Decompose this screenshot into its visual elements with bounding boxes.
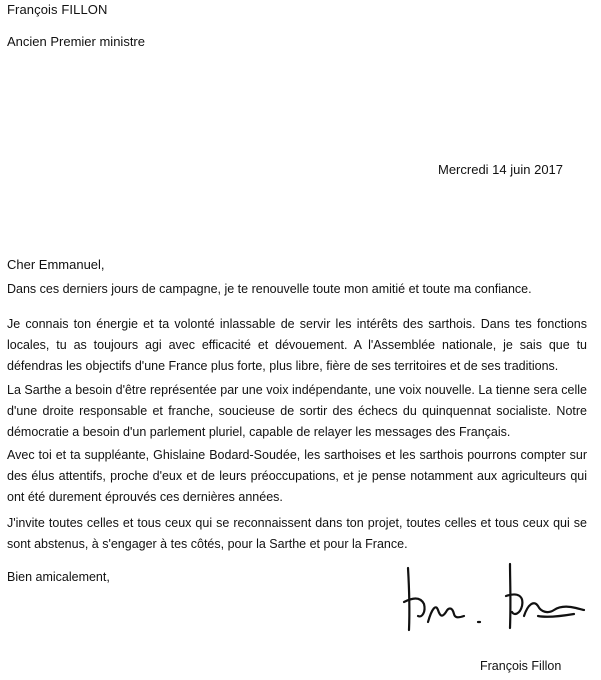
handwritten-signature — [398, 560, 588, 640]
sender-name: François FILLON — [7, 2, 108, 17]
closing: Bien amicalement, — [7, 570, 110, 584]
paragraph: J'invite toutes celles et tous ceux qui se reconnaissent dans ton projet, toutes celles et tous ceux qui se sont abstenus, à s'engager à tes côtés, pour la Sarthe et pour la France. — [7, 516, 587, 551]
signer-name: François Fillon — [480, 659, 562, 673]
paragraph: Avec toi et ta suppléante, Ghislaine Bodard-Soudée, les sarthoises et les sarthois pourrons compter sur des élus attentifs, proche d'eux et de leurs préoccupations, et je pense notamment aux agriculteurs qui ont été durement éprouvés ces dernières années. — [7, 448, 587, 504]
paragraph: Je connais ton énergie et ta volonté inlassable de servir les intérêts des sarthois. Dans tes fonctions locales, tu as toujours agi avec efficacité et dévouement. A l'Assemblée nationale, je sais que tu défendras les objectifs d'une France plus forte, plus libre, fière de ses territoires et de ses traditions. — [7, 317, 587, 373]
paragraph: Dans ces derniers jours de campagne, je te renouvelle toute mon amitié et toute ma confiance. — [7, 282, 532, 296]
salutation: Cher Emmanuel, — [7, 257, 105, 272]
sender-role: Ancien Premier ministre — [7, 34, 145, 49]
paragraph: La Sarthe a besoin d'être représentée par une voix indépendante, une voix nouvelle. La tienne sera celle d'une droite responsable et franche, soucieuse de sortir des échecs du quinquennat socialiste. Notre démocratie a besoin d'un parlement pluriel, capable de relayer les messages des Français. — [7, 383, 587, 439]
letter-date: Mercredi 14 juin 2017 — [438, 162, 564, 177]
